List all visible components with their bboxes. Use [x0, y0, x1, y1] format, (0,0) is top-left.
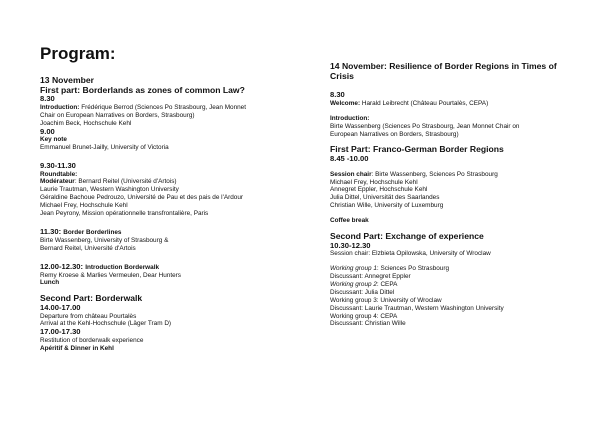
borderwalk-intro-line	[40, 263, 300, 272]
borderlines-label: Border Borderlines	[63, 228, 122, 236]
welcome-text: Harald Leibrecht (Château Pourtalès, CEPA)	[361, 99, 489, 107]
day2-part1-title: First Part: Franco-German Border Regions	[330, 144, 504, 155]
keynote-label: Key note	[40, 136, 67, 144]
restitution: Restitution of borderwalk experience	[40, 336, 144, 344]
intro-line-2: European Narratives on Borders, Strasbourg)	[330, 130, 459, 138]
time-830: 8.30	[40, 94, 55, 104]
intro-line: Birte Wassenberg (Sciences Po Strasbourg, Jean Monnet Chair on	[330, 122, 520, 130]
day1-part1-title: First part: Borderlands as zones of common Law?	[40, 84, 245, 95]
wg2-label: Working group 2	[330, 280, 377, 288]
page-title: Program:	[40, 44, 116, 63]
moderator-name: : Bernard Reitel (Université d'Artois)	[74, 178, 177, 186]
time-900: 9.00	[40, 126, 55, 136]
time-930: 9.30-11.30	[40, 160, 76, 170]
intro-label: Introduction:	[40, 103, 82, 111]
roundtable-speaker: Géraldine Bachoue Pedrouzo, Université de Pau et des pais de l'Ardour	[40, 194, 244, 202]
session-speaker: Michael Frey, Hochschule Kehl	[330, 178, 418, 186]
borderwalk-arrival: Arrival at the Kehl-Hochschule (Läger Tram D)	[40, 320, 172, 328]
keynote-speaker: Emmanuel Brunet-Jailly, University of Victoria	[40, 144, 169, 151]
session-chair-2: Session chair: Elzbieta Opilowska, University of Wroclaw	[330, 250, 491, 258]
intro-line-2: Chair on European Narratives on Borders, Strasbourg)	[40, 111, 195, 119]
day2-header: 14 November: Resilience of Border Regions in Times of Crisis	[330, 61, 557, 81]
session-chair-line	[330, 171, 580, 179]
aperitif: Apéritif & Dinner in Kehl	[40, 344, 114, 352]
coffee-break: Coffee break	[330, 217, 369, 225]
intro-label: Introduction:	[330, 114, 370, 122]
borderwalk-intro-label: Introduction Borderwalk	[85, 263, 160, 271]
borderlines-speaker: Bernard Reitel, Université d'Artois	[40, 244, 136, 252]
borderlines-line	[40, 228, 300, 237]
intro-line	[40, 104, 300, 112]
time-845: 8.45 -10.00	[330, 154, 369, 163]
time-1400: 14.00-17.00	[40, 302, 81, 312]
borderwalk-speakers: Remy Kroese & Marlies Vermeulen, Dear Hunters	[40, 271, 182, 279]
working-group-2	[330, 281, 580, 289]
session-chair-label: Session chair	[330, 170, 372, 178]
roundtable-speaker: Laurie Trautman, Western Washington University	[40, 186, 179, 194]
time-830: 8.30	[330, 90, 345, 100]
session-speaker: Annegret Eppler, Hochschule Kehl	[330, 186, 428, 194]
working-group-4: Working group 4: CEPA	[330, 312, 398, 320]
roundtable-moderator	[40, 178, 300, 186]
day2-part2-title: Second Part: Exchange of experience	[330, 231, 484, 242]
intro-line-3: Joachim Beck, Hochschule Kehl	[40, 119, 132, 127]
roundtable-speaker: Michael Frey, Hochschule Kehl	[40, 202, 128, 210]
day1-column	[40, 76, 300, 353]
welcome-line	[330, 100, 580, 108]
wg3-discussant: Discussant: Laurie Trautman, Western Washington University	[330, 304, 504, 312]
welcome-label: Welcome:	[330, 99, 362, 107]
wg1-label: Working group 1	[330, 265, 377, 273]
session-speaker: Christian Wille, University of Luxemburg	[330, 202, 444, 210]
borderlines-speaker: Birte Wassenberg, University of Strasbourg &	[40, 236, 169, 244]
intro-text: Frédérique Berrod (Sciences Po Strasbourg, Jean Monnet	[81, 103, 247, 111]
session-speaker: Julia Dittel, Universität des Saarlandes	[330, 194, 440, 202]
working-group-3: Working group 3: University of Wroclaw	[330, 296, 442, 304]
time-1130: 11.30:	[40, 226, 64, 236]
day1-header: 13 November	[40, 75, 94, 85]
session-chair-text: : Birte Wassenberg, Sciences Po Strasbourg	[371, 170, 498, 178]
wg2-discussant: Discussant: Julia Dittel	[330, 288, 395, 296]
lunch: Lunch	[40, 279, 60, 287]
wg4-discussant: Discussant: Christian Wille	[330, 320, 406, 328]
borderwalk-departure: Departure from château Pourtalès	[40, 312, 137, 320]
time-1700: 17.00-17.30	[40, 327, 81, 337]
working-group-1	[330, 265, 580, 273]
roundtable-label: Roundtable:	[40, 170, 78, 178]
day1-part2-title: Second Part: Borderwalk	[40, 293, 143, 304]
time-1030: 10.30-12.30	[330, 240, 371, 250]
wg1-discussant: Discussant: Annegret Eppler	[330, 273, 411, 281]
wg1-org: : Sciences Po Strasbourg	[376, 265, 450, 273]
moderator-label: Modérateur	[40, 178, 75, 186]
day2-column	[330, 62, 580, 328]
wg2-org: : CEPA	[376, 280, 398, 288]
roundtable-speaker: Jean Peyrony, Mission opérationnelle transfrontalière, Paris	[40, 210, 209, 218]
time-1200: 12.00-12.30:	[40, 261, 86, 271]
